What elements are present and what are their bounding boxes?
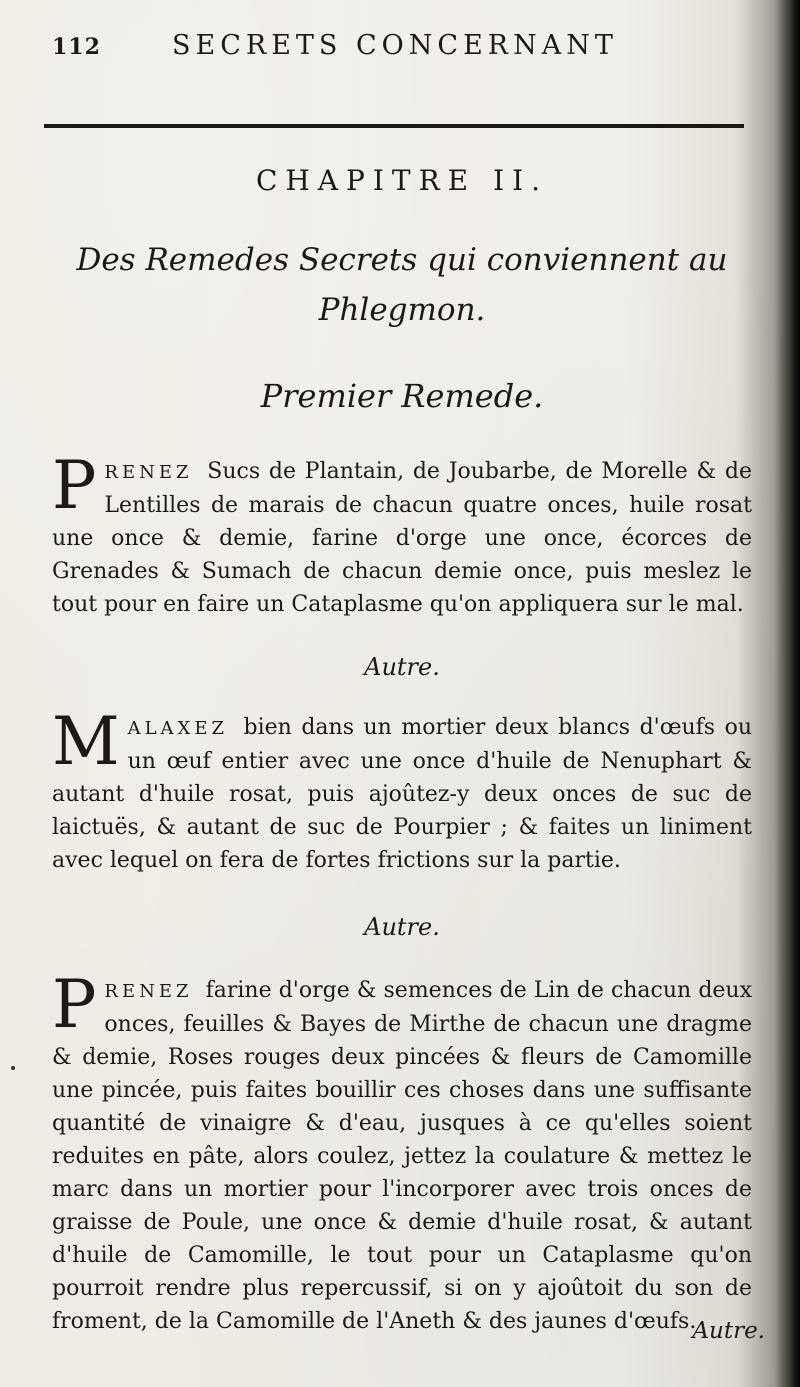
catchword: Autre.	[692, 1318, 765, 1344]
drop-cap: P	[52, 966, 97, 1043]
remedy-paragraph-second	[52, 703, 752, 877]
chapter-subtitle: Des Remedes Secrets qui conviennent au Phlegmon.	[76, 242, 728, 328]
remedy-text: Sucs de Plantain, de Joubarbe, de Morelle & de Lentilles de marais de chacun quatre onces, huile rosat une once & demie, farine d'orge une once, écorces de Grenades & Sumach de chacun demie once, puis meslez le tout pour en faire un Cataplasme qu'on appliquera sur le mal.	[52, 459, 753, 617]
section-heading-first-remedy: Premier Remede.	[260, 377, 544, 415]
ink-mark	[11, 1066, 15, 1070]
drop-cap: M	[52, 703, 120, 780]
lead-word: RENEZ	[104, 462, 193, 483]
page-number: 112	[52, 34, 101, 60]
running-head	[52, 30, 752, 86]
header-rule	[44, 122, 744, 130]
remedy-paragraph-third	[52, 966, 752, 1338]
lead-word: ALAXEZ	[127, 718, 229, 739]
remedy-text: farine d'orge & semences de Lin de chacun deux onces, feuilles & Bayes de Mirthe de chacun une dragme & demie, Roses rouges deux pincées & fleurs de Camomille une pincée, puis faites bouillir ces choses dans une suffisante quantité de vinaigre & d'eau, jusques à ce qu'elles soient reduites en pâte, alors coulez, jettez la coulature & mettez le marc dans un mortier pour l'incorporer avec trois onces de graisse de Poule, une once & demie d'huile rosat, & autant d'huile de Camomille, le tout pour un Cataplasme qu'on pourroit rendre plus repercussif, si on y ajoûtoit du son de froment, de la Camomille de l'Aneth & des jaunes d'œufs.	[52, 978, 752, 1334]
lead-word: RENEZ	[104, 981, 193, 1002]
remedy-text: bien dans un mortier deux blancs d'œufs ou un œuf entier avec une once d'huile de Nenuphart & autant d'huile rosat, puis ajoûtez-y deux onces de suc de laictuës, & autant de suc de Pourpier ; & faites un liniment avec lequel on fera de fortes frictions sur la partie.	[52, 715, 752, 873]
chapter-label: CHAPITRE II.	[255, 164, 549, 197]
remedy-paragraph-first	[52, 447, 753, 621]
binding-shadow	[774, 0, 800, 1387]
drop-cap: P	[52, 447, 97, 524]
section-heading-second-remedy: Autre.	[364, 653, 440, 681]
running-title: SECRETS CONCERNANT	[172, 30, 618, 61]
section-heading-third-remedy: Autre.	[364, 913, 440, 941]
